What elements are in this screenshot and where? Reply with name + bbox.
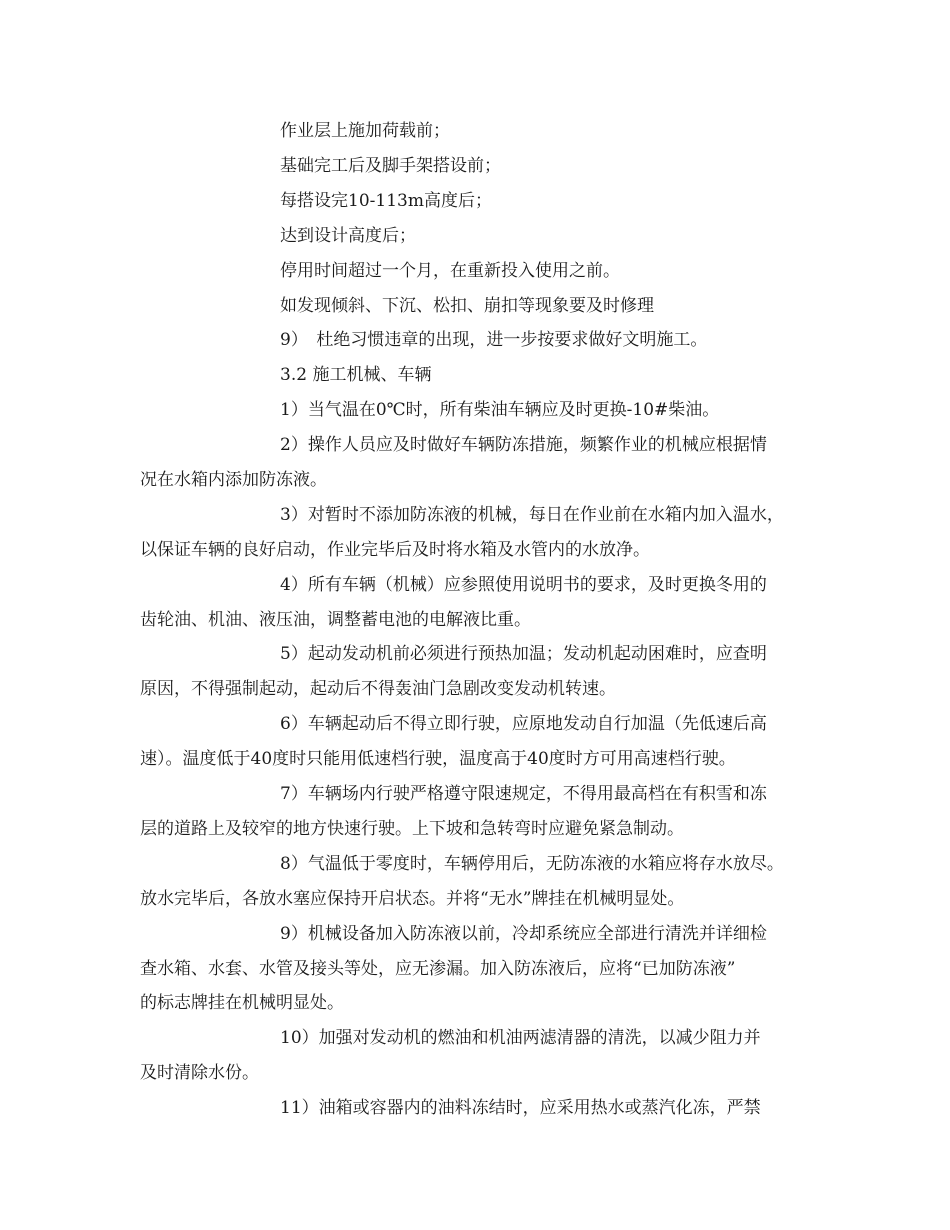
text-line: 8）气温低于零度时，车辆停用后，无防冻液的水箱应将存水放尽。 — [280, 854, 784, 874]
text-line: 每搭设完10-113m高度后； — [280, 191, 492, 211]
text-line: 10）加强对发动机的燃油和机油两滤清器的清洗，以减少阻力并 — [280, 1028, 761, 1048]
text-line: 4）所有车辆（机械）应参照使用说明书的要求，及时更换冬用的 — [280, 575, 767, 595]
text-line: 3）对暂时不添加防冻液的机械，每日在作业前在水箱内加入温水， — [280, 505, 784, 525]
text-line: 基础完工后及脚手架搭设前； — [280, 156, 501, 176]
text-line: 查水箱、水套、水管及接头等处，应无渗漏。加入防冻液后，应将“已加防冻液” — [140, 959, 736, 979]
text-line: 9） 杜绝习惯违章的出现，进一步按要求做好文明施工。 — [280, 330, 708, 350]
text-line: 以保证车辆的良好启动，作业完毕后及时将水箱及水管内的水放净。 — [140, 540, 650, 560]
text-line: 如发现倾斜、下沉、松扣、崩扣等现象要及时修理 — [280, 296, 654, 316]
text-line: 放水完毕后，各放水塞应保持开启状态。并将“无水”牌挂在机械明显处。 — [140, 889, 685, 909]
text-line: 停用时间超过一个月，在重新投入使用之前。 — [280, 261, 620, 281]
text-line: 7）车辆场内行驶严格遵守限速规定，不得用最高档在有积雪和冻 — [280, 784, 767, 804]
text-line: 1）当气温在0℃时，所有柴油车辆应及时更换-10#柴油。 — [280, 400, 720, 420]
text-line: 速）。温度低于40度时只能用低速档行驶，温度高于40度时方可用高速档行驶。 — [140, 749, 736, 769]
text-line: 11）油箱或容器内的油料冻结时，应采用热水或蒸汽化冻，严禁 — [280, 1098, 761, 1118]
text-line: 况在水箱内添加防冻液。 — [140, 470, 327, 490]
text-line: 作业层上施加荷载前； — [280, 121, 450, 141]
text-line: 齿轮油、机油、液压油，调整蓄电池的电解液比重。 — [140, 610, 531, 630]
text-line: 的标志牌挂在机械明显处。 — [140, 993, 344, 1013]
text-line: 5）起动发动机前必须进行预热加温；发动机起动困难时，应查明 — [280, 644, 767, 664]
text-line: 2）操作人员应及时做好车辆防冻措施，频繁作业的机械应根据情 — [280, 435, 767, 455]
text-line: 9）机械设备加入防冻液以前，冷却系统应全部进行清洗并详细检 — [280, 924, 767, 944]
text-line: 6）车辆起动后不得立即行驶，应原地发动自行加温（先低速后高 — [280, 714, 767, 734]
text-line: 及时清除水份。 — [140, 1063, 259, 1083]
text-line: 层的道路上及较窄的地方快速行驶。上下坡和急转弯时应避免紧急制动。 — [140, 819, 684, 839]
text-line: 原因，不得强制起动，起动后不得轰油门急剧改变发动机转速。 — [140, 679, 616, 699]
section-heading: 3.2 施工机械、车辆 — [280, 365, 432, 385]
text-line: 达到设计高度后； — [280, 226, 416, 246]
